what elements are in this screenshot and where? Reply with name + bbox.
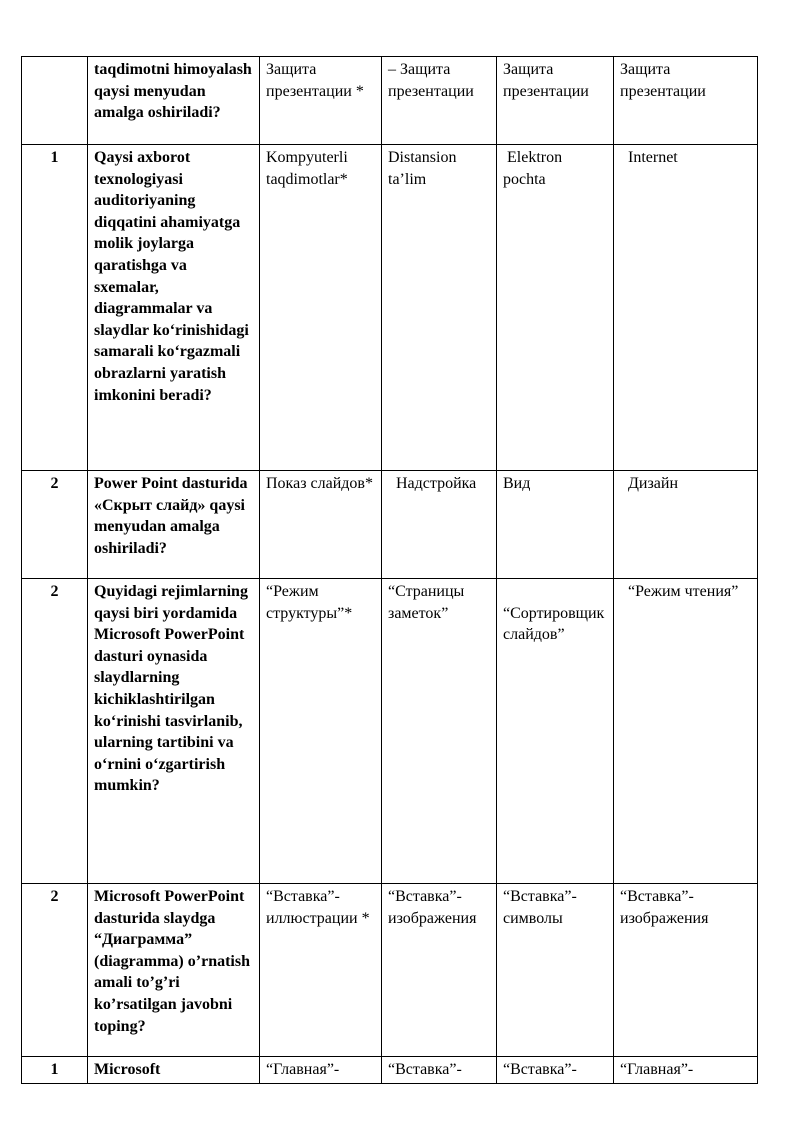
option-d: Защита презентации	[614, 57, 758, 145]
option-a: Kompyuterli taqdimotlar*	[260, 145, 382, 471]
option-b: Надстройка	[382, 471, 497, 579]
option-c: “Вставка”-символы	[497, 884, 614, 1057]
option-c: Защита презентации	[497, 57, 614, 145]
table-row	[22, 57, 758, 145]
questions-table	[21, 56, 758, 1084]
option-c: “Сортировщик слайдов”	[497, 579, 614, 884]
question-text: taqdimotni himoyalash qaysi menyudan amalga oshiriladi?	[88, 57, 260, 145]
option-c: Elektron pochta	[497, 145, 614, 471]
option-a: “Вставка”-иллюстрации *	[260, 884, 382, 1057]
option-d: Internet	[614, 145, 758, 471]
table-row	[22, 884, 758, 1057]
row-number	[22, 57, 88, 145]
question-text: Quyidagi rejimlarning qaysi biri yordamida Microsoft PowerPoint dasturi oynasida slaydlarning kichiklashtirilgan ko‘rinishi tasvirlanib, ularning tartibini va o‘rnini o‘zgartirish mumkin?	[88, 579, 260, 884]
table-row	[22, 579, 758, 884]
question-text: Qaysi axborot texnologiyasi auditoriyaning diqqatini ahamiyatga molik joylarga qaratishga va sxemalar, diagrammalar va slaydlar ko‘rinishidagi samarali ko‘rgazmali obrazlarni yaratish imkonini beradi?	[88, 145, 260, 471]
option-c: Вид	[497, 471, 614, 579]
option-c: “Вставка”-	[497, 1057, 614, 1084]
option-d: “Главная”-	[614, 1057, 758, 1084]
option-b: – Защита презентации	[382, 57, 497, 145]
option-b: Distansion ta’lim	[382, 145, 497, 471]
question-text: Microsoft PowerPoint dasturida slaydga “Диаграмма” (diagramma) o’rnatish amali to’g’ri ko’rsatilgan javobni toping?	[88, 884, 260, 1057]
option-b: “Вставка”-изображения	[382, 884, 497, 1057]
option-a: Защита презентации *	[260, 57, 382, 145]
table-row	[22, 471, 758, 579]
row-number: 2	[22, 471, 88, 579]
row-number: 2	[22, 884, 88, 1057]
option-a: “Главная”-	[260, 1057, 382, 1084]
row-number: 1	[22, 1057, 88, 1084]
question-text: Microsoft	[88, 1057, 260, 1084]
table-row	[22, 145, 758, 471]
row-number: 1	[22, 145, 88, 471]
option-d: “Режим чтения”	[614, 579, 758, 884]
row-number: 2	[22, 579, 88, 884]
option-b: “Страницы заметок”	[382, 579, 497, 884]
option-a: “Режим структуры”*	[260, 579, 382, 884]
question-text: Power Point dasturida «Скрыт слайд» qaysi menyudan amalga oshiriladi?	[88, 471, 260, 579]
option-a: Показ слайдов*	[260, 471, 382, 579]
option-d: Дизайн	[614, 471, 758, 579]
option-d: “Вставка”-изображения	[614, 884, 758, 1057]
table-row	[22, 1057, 758, 1084]
option-b: “Вставка”-	[382, 1057, 497, 1084]
